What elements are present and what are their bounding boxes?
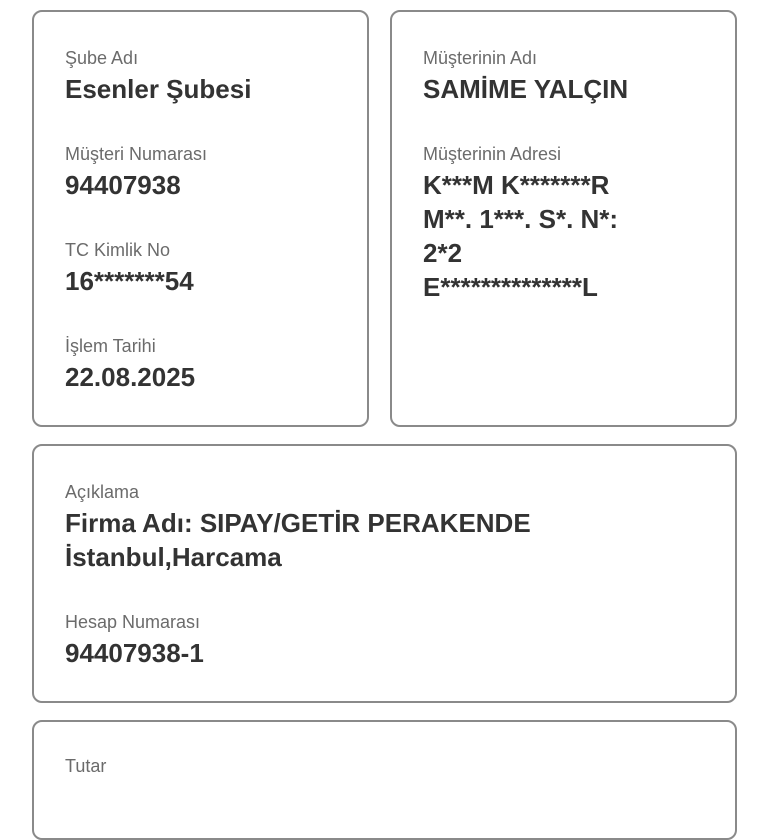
branch-label: Şube Adı xyxy=(65,48,139,68)
branch-value: Esenler Şubesi xyxy=(65,74,252,104)
customer-no-value: 94407938 xyxy=(65,170,181,200)
date-value: 22.08.2025 xyxy=(65,362,196,392)
customer-name-value: SAMİME YALÇIN xyxy=(423,74,629,104)
description-label: Açıklama xyxy=(65,482,140,502)
address-line: E**************L xyxy=(423,272,598,302)
address-label: Müşterinin Adresi xyxy=(423,144,562,164)
address-line: 2*2 xyxy=(423,238,463,268)
address-line: M**. 1***. S*. N*: xyxy=(423,204,619,234)
account-value: 94407938-1 xyxy=(65,638,204,668)
tc-label: TC Kimlik No xyxy=(65,240,171,260)
description-line: İstanbul,Harcama xyxy=(65,542,282,572)
customer-name-label: Müşterinin Adı xyxy=(423,48,538,68)
customer-no-label: Müşteri Numarası xyxy=(65,144,208,164)
customer-info-card xyxy=(390,10,737,427)
amount-label: Tutar xyxy=(65,756,107,776)
amount-card xyxy=(32,720,737,840)
address-line: K***M K*******R xyxy=(423,170,610,200)
description-line: Firma Adı: SIPAY/GETİR PERAKENDE xyxy=(65,508,531,538)
tc-value: 16*******54 xyxy=(65,266,194,296)
date-label: İşlem Tarihi xyxy=(65,336,156,356)
account-label: Hesap Numarası xyxy=(65,612,201,632)
branch-info-card xyxy=(32,10,369,427)
transaction-card xyxy=(32,444,737,703)
